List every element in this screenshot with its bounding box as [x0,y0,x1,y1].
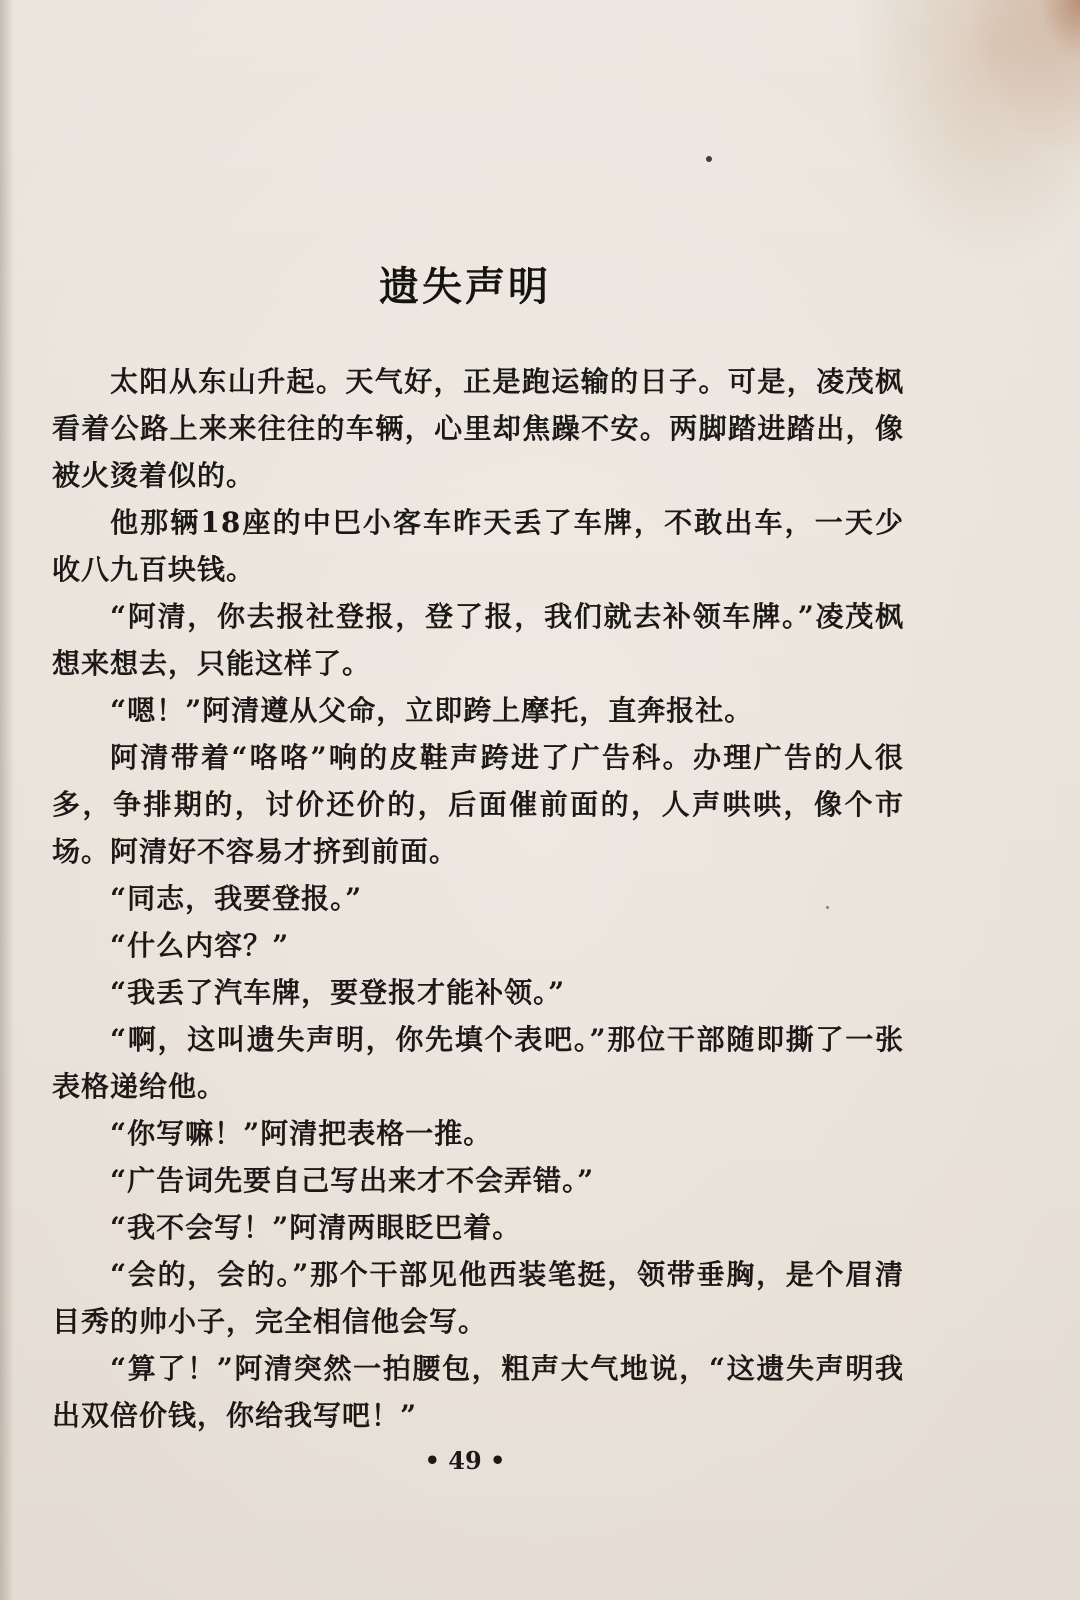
paragraph: “我不会写！”阿清两眼眨巴着。 [110,1211,522,1244]
paragraph: “你写嘛！”阿清把表格一推。 [110,1117,493,1150]
body-text [52,358,904,1439]
paragraph: “会的，会的。”那个干部见他西装笔挺，领带垂胸，是个眉清目秀的帅小子，完全相信他会写。 [52,1258,904,1338]
page-edge-shadow [0,0,14,1600]
paragraph: 阿清带着“咯咯”响的皮鞋声跨进了广告科。办理广告的人很多，争排期的，讨价还价的，后面催前面的，人声哄哄，像个市场。阿清好不容易才挤到前面。 [52,741,904,868]
chapter-title: 遗失声明 [379,263,551,310]
paragraph: “什么内容？” [110,929,290,962]
paper-speck [706,156,712,162]
paragraph: “我丢了汽车牌，要登报才能补领。” [110,976,566,1009]
paragraph: “啊，这叫遗失声明，你先填个表吧。”那位干部随即撕了一张表格递给他。 [52,1023,904,1103]
paragraph: “广告词先要自己写出来才不会弄错。” [110,1164,595,1197]
paragraph: “嗯！”阿清遵从父命，立即跨上摩托，直奔报社。 [110,694,754,727]
paragraph: “算了！”阿清突然一拍腰包，粗声大气地说，“这遗失声明我出双倍价钱，你给我写吧！” [52,1352,904,1432]
paragraph: “同志，我要登报。” [110,882,363,915]
page-number: • 49 • [424,1446,506,1475]
paragraph: “阿清，你去报社登报，登了报，我们就去补领车牌。”凌茂枫想来想去，只能这样了。 [52,600,904,680]
paragraph: 太阳从东山升起。天气好，正是跑运输的日子。可是，凌茂枫看着公路上来来往往的车辆，心里却焦躁不安。两脚踏进踏出，像被火烫着似的。 [52,365,904,492]
paragraph: 他那辆18座的中巴小客车昨天丢了车牌，不敢出车，一天少收八九百块钱。 [52,506,904,586]
